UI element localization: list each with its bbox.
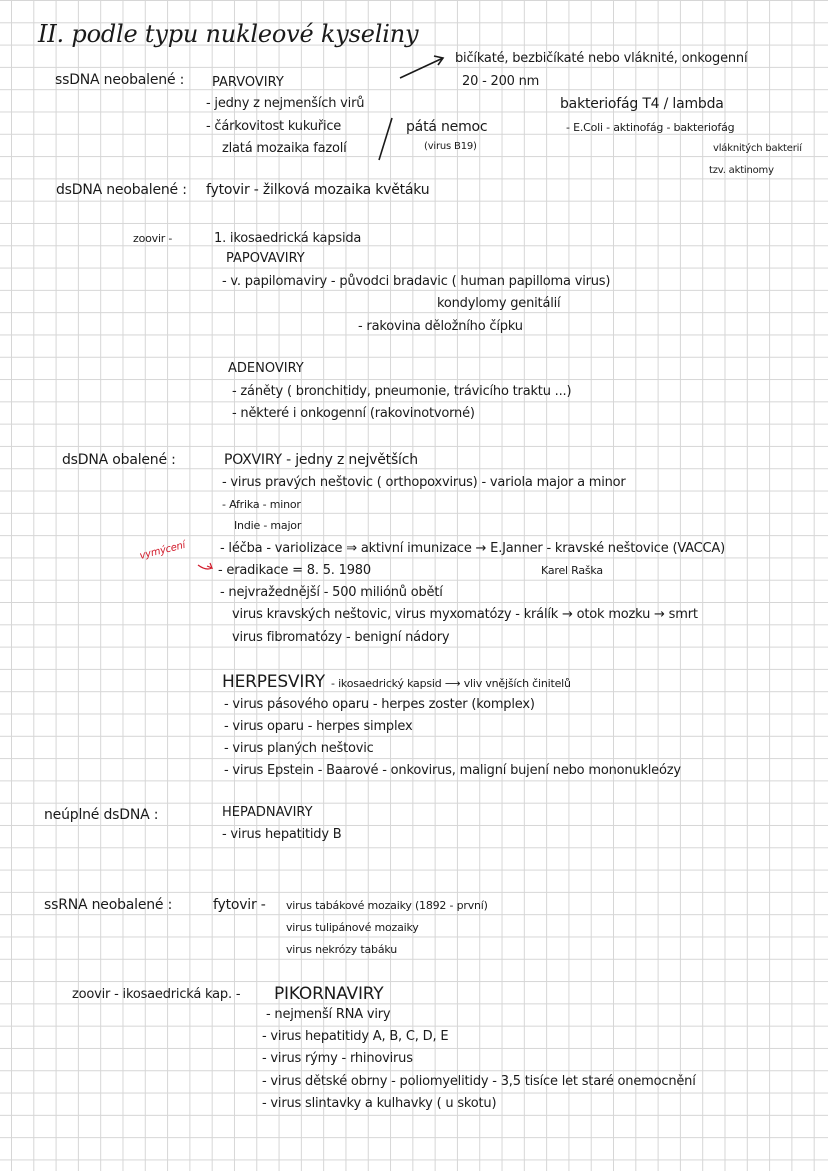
hepadnaviry-heading: HEPADNAVIRY (222, 805, 313, 820)
red-arrow-icon (198, 565, 212, 569)
pikorna-line-1: - nejmenší RNA viry (266, 1007, 391, 1022)
ssrna-label: ssRNA neobalené : (44, 897, 173, 913)
phage-line-2: vláknitých bakterií (713, 143, 802, 154)
ssrna-line-3: virus nekrózy tabáku (286, 943, 397, 956)
pox-line-5: Karel Raška (541, 564, 603, 577)
capsid-line: 1. ikosaedrická kapsida (214, 231, 362, 246)
pox-line-1: - virus pravých neštovic ( orthopoxvirus) - variola major a minor (222, 475, 626, 490)
herpes-line-4: - virus Epstein - Baarové - onkovirus, maligní bujení nebo mononukleózy (224, 763, 681, 778)
herpes-tail: - ikosaedrický kapsid ⟶ vliv vnějších činitelů (331, 677, 571, 690)
parvoviry-heading: PARVOVIRY (212, 75, 284, 90)
papovaviry-heading: PAPOVAVIRY (226, 251, 305, 266)
page-title: II. podle typu nukleové kyseliny (38, 20, 419, 48)
adeno-line-2: - některé i onkogenní (rakovinotvorné) (232, 406, 475, 421)
pikorna-line-4: - virus dětské obrny - poliomyelitidy - 3,5 tisíce let staré onemocnění (262, 1074, 696, 1089)
pikorna-line-2: - virus hepatitidy A, B, C, D, E (262, 1029, 449, 1044)
pox-line-6: - eradikace = 8. 5. 1980 (218, 563, 371, 578)
papova-line-2: kondylomy genitálií (437, 296, 561, 311)
herpesviry-heading: HERPESVIRY (222, 672, 325, 692)
phage-title: bakteriofág T4 / lambda (560, 96, 724, 112)
ssrna-fytovir: fytovir - (213, 897, 266, 913)
disease-fifth-note: (virus B19) (424, 141, 477, 152)
arrow-icon (400, 56, 443, 78)
phage-line-3: tzv. aktinomy (709, 165, 774, 176)
ssdna-label: ssDNA neobalené : (55, 72, 185, 88)
pikorna-line-5: - virus slintavky a kulhavky ( u skotu) (262, 1096, 497, 1111)
red-annotation: vymýcení (138, 539, 187, 562)
fytovir-line: fytovir - žilková mozaika květáku (206, 182, 430, 198)
papova-line-1: - v. papilomaviry - původci bradavic ( human papilloma virus) (222, 274, 611, 289)
zoovir-label: zoovir - (133, 232, 173, 245)
herpes-line-1: - virus pásového oparu - herpes zoster (komplex) (224, 697, 535, 712)
parvo-note-1: bičíkaté, bezbičíkaté nebo vláknité, onkogenní (455, 51, 748, 66)
divider-slash (379, 118, 392, 160)
ssrna-zoovir: zoovir - ikosaedrická kap. - (72, 987, 241, 1002)
hepadna-line: - virus hepatitidy B (222, 827, 342, 842)
poxviry-heading: POXVIRY - jedny z největších (224, 452, 418, 468)
pox-line-4: - léčba - variolizace ⇒ aktivní imunizace → E.Janner - kravské neštovice (VACCA) (220, 541, 725, 556)
phage-line-1: - E.Coli - aktinofág - bakteriofág (566, 121, 735, 134)
pox-line-8: virus kravských neštovic, virus myxomatózy - králík → otok mozku → smrt (232, 607, 698, 622)
dsdna-obalene-label: dsDNA obalené : (62, 452, 176, 468)
pikorna-line-3: - virus rýmy - rhinovirus (262, 1051, 413, 1066)
neuplne-label: neúplné dsDNA : (44, 807, 159, 823)
disease-fifth: pátá nemoc (406, 119, 488, 135)
pox-line-7: - nejvražednější - 500 miliónů obětí (220, 585, 443, 600)
pikornaviry-heading: PIKORNAVIRY (274, 984, 384, 1004)
ssrna-line-2: virus tulipánové mozaiky (286, 921, 419, 934)
parvo-line-3: zlatá mozaika fazolí (222, 141, 347, 156)
adeno-line-1: - záněty ( bronchitidy, pneumonie, trávicího traktu ...) (232, 384, 572, 399)
pox-line-3: Indie - major (234, 519, 302, 532)
papova-line-3: - rakovina děložního čípku (358, 319, 523, 334)
ssrna-line-1: virus tabákové mozaiky (1892 - první) (286, 899, 488, 912)
parvo-line-2: - čárkovitost kukuřice (206, 119, 342, 134)
herpes-line-3: - virus planých neštovic (224, 741, 374, 756)
herpes-line-2: - virus oparu - herpes simplex (224, 719, 413, 734)
parvo-note-2: 20 - 200 nm (462, 74, 540, 89)
adenoviry-heading: ADENOVIRY (228, 361, 304, 376)
pox-line-2: - Afrika - minor (222, 498, 301, 511)
parvo-line-1: - jedny z nejmenších virů (206, 96, 365, 111)
dsdna-neobalene-label: dsDNA neobalené : (56, 182, 187, 198)
pox-line-9: virus fibromatózy - benigní nádory (232, 630, 450, 645)
